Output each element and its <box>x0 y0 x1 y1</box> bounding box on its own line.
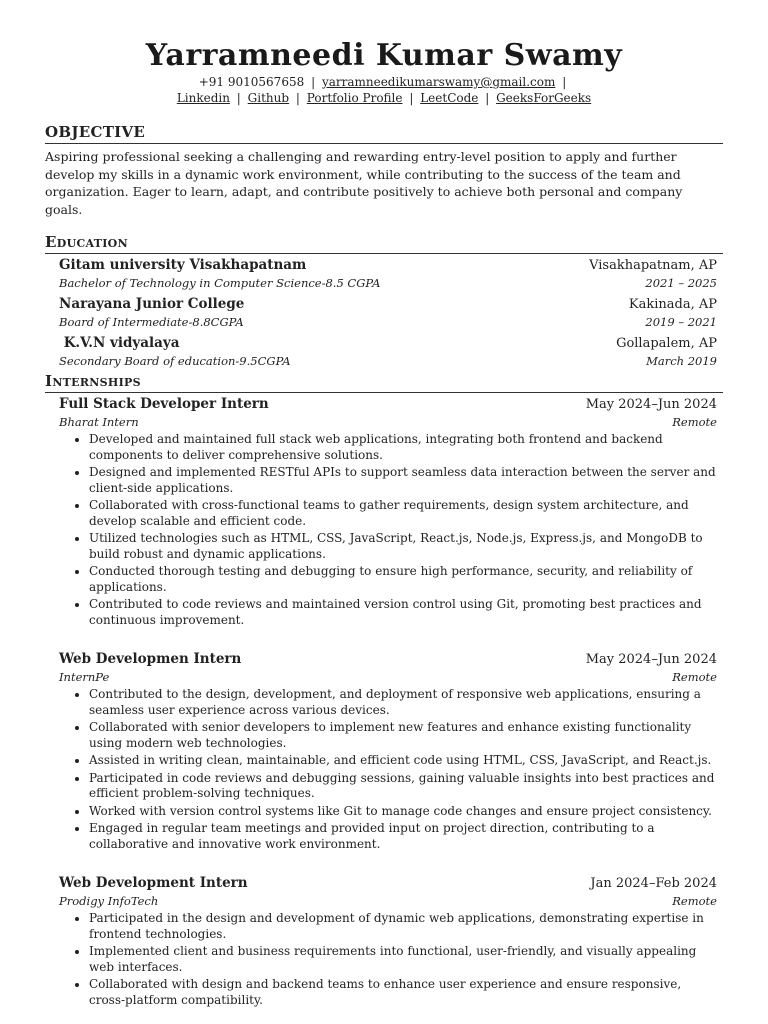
education-dates: 2019 – 2021 <box>645 315 717 329</box>
list-item: • Collaborated with cross-functional teams to gather requirements, design system architecture, and develop scalable and efficient code. <box>89 498 717 529</box>
list-item: • Developed and maintained full stack web applications, integrating both frontend and backend components to deliver comprehensive solutions. <box>89 432 717 463</box>
internship-dates: May 2024–Jun 2024 <box>585 652 717 667</box>
internship-item <box>45 650 723 852</box>
separator: | <box>295 91 300 105</box>
education-heading: Education <box>45 232 723 254</box>
internship-location: Remote <box>672 894 717 908</box>
phone-number: +91 9010567658 <box>198 75 305 89</box>
internship-role: Web Development Intern <box>59 875 248 891</box>
school-location: Kakinada, AP <box>628 297 717 312</box>
internship-company: Bharat Intern <box>59 415 139 429</box>
list-item: • Implemented client and business requirements into functional, user-friendly, and visually appealing web interfaces. <box>89 944 717 975</box>
profile-links <box>45 90 723 106</box>
education-list <box>45 256 723 369</box>
education-item <box>45 295 723 330</box>
degree: Bachelor of Technology in Computer Science-8.5 CGPA <box>59 276 381 290</box>
github-link[interactable]: Github <box>247 91 290 105</box>
list-item: • Designed and implemented RESTful APIs to support seamless data interaction between the server and client-side applications. <box>89 465 717 496</box>
separator: | <box>409 91 414 105</box>
internship-bullets <box>59 432 717 628</box>
internship-role: Web Developmen Intern <box>59 651 242 667</box>
list-item: • Collaborated with senior developers to implement new features and enhance existing functionality using modern web technologies. <box>89 720 717 751</box>
objective-text: Aspiring professional seeking a challenging and rewarding entry-level position to apply and further develop my skills in a dynamic work environment, while contributing to the success of the team and organization. Eager to learn, adapt, and contribute positively to achieve both personal and company goals. <box>45 149 683 217</box>
internship-list <box>45 395 723 1008</box>
candidate-name: Yarramneedi Kumar Swamy <box>145 38 623 73</box>
geeksforgeeks-link[interactable]: GeeksForGeeks <box>496 91 592 105</box>
internship-company: Prodigy InfoTech <box>59 894 159 908</box>
internship-bullets <box>59 687 717 852</box>
list-item: • Utilized technologies such as HTML, CSS, JavaScript, React.js, Node.js, Express.js, and MongoDB to build robust and dynamic applications. <box>89 531 717 562</box>
separator: | <box>311 75 316 89</box>
education-item <box>45 334 723 369</box>
school-name: Narayana Junior College <box>59 296 245 312</box>
resume-header <box>45 38 723 106</box>
separator: | <box>562 75 567 89</box>
internship-dates: May 2024–Jun 2024 <box>585 397 717 412</box>
school-name: K.V.N vidyalaya <box>59 335 180 351</box>
internship-item <box>45 395 723 628</box>
email-link[interactable]: yarramneedikumarswamy@gmail.com <box>321 75 556 89</box>
list-item: • Assisted in writing clean, maintainable, and efficient code using HTML, CSS, JavaScript, and React.js. <box>89 753 717 769</box>
internship-company: InternPe <box>59 670 110 684</box>
separator: | <box>236 91 241 105</box>
list-item: • Contributed to the design, development, and deployment of responsive web applications, ensuring a seamless user experience across various devices. <box>89 687 717 718</box>
resume-page <box>45 38 723 1010</box>
school-name: Gitam university Visakhapatnam <box>59 257 307 273</box>
internship-location: Remote <box>672 670 717 684</box>
internship-location: Remote <box>672 415 717 429</box>
internship-dates: Jan 2024–Feb 2024 <box>590 876 717 891</box>
portfolio-link[interactable]: Portfolio Profile <box>306 91 403 105</box>
degree: Secondary Board of education-9.5CGPA <box>59 354 291 368</box>
education-item <box>45 256 723 291</box>
education-dates: March 2019 <box>646 354 717 368</box>
objective-heading: OBJECTIVE <box>45 122 723 144</box>
list-item: • Engaged in regular team meetings and provided input on project direction, contributing to a collaborative and innovative work environment. <box>89 821 717 852</box>
linkedin-link[interactable]: Linkedin <box>176 91 230 105</box>
internship-bullets <box>59 911 717 1008</box>
internship-item <box>45 874 723 1008</box>
education-dates: 2021 – 2025 <box>645 276 717 290</box>
list-item: • Participated in the design and development of dynamic web applications, demonstrating expertise in frontend technologies. <box>89 911 717 942</box>
school-location: Visakhapatnam, AP <box>589 258 717 273</box>
list-item: • Worked with version control systems like Git to manage code changes and ensure project consistency. <box>89 804 717 820</box>
degree: Board of Intermediate-8.8CGPA <box>59 315 244 329</box>
internship-role: Full Stack Developer Intern <box>59 396 269 412</box>
separator: | <box>485 91 490 105</box>
school-location: Gollapalem, AP <box>616 336 717 351</box>
list-item: • Conducted thorough testing and debugging to ensure high performance, security, and reliability of applications. <box>89 564 717 595</box>
list-item: • Contributed to code reviews and maintained version control using Git, promoting best practices and continuous improvement. <box>89 597 717 628</box>
leetcode-link[interactable]: LeetCode <box>420 91 479 105</box>
internships-heading: Internships <box>45 371 723 393</box>
list-item: • Collaborated with design and backend teams to enhance user experience and ensure responsive, cross-platform compatibility. <box>89 977 717 1008</box>
contact-line <box>45 74 723 90</box>
list-item: • Participated in code reviews and debugging sessions, gaining valuable insights into best practices and efficient problem-solving techniques. <box>89 771 717 802</box>
